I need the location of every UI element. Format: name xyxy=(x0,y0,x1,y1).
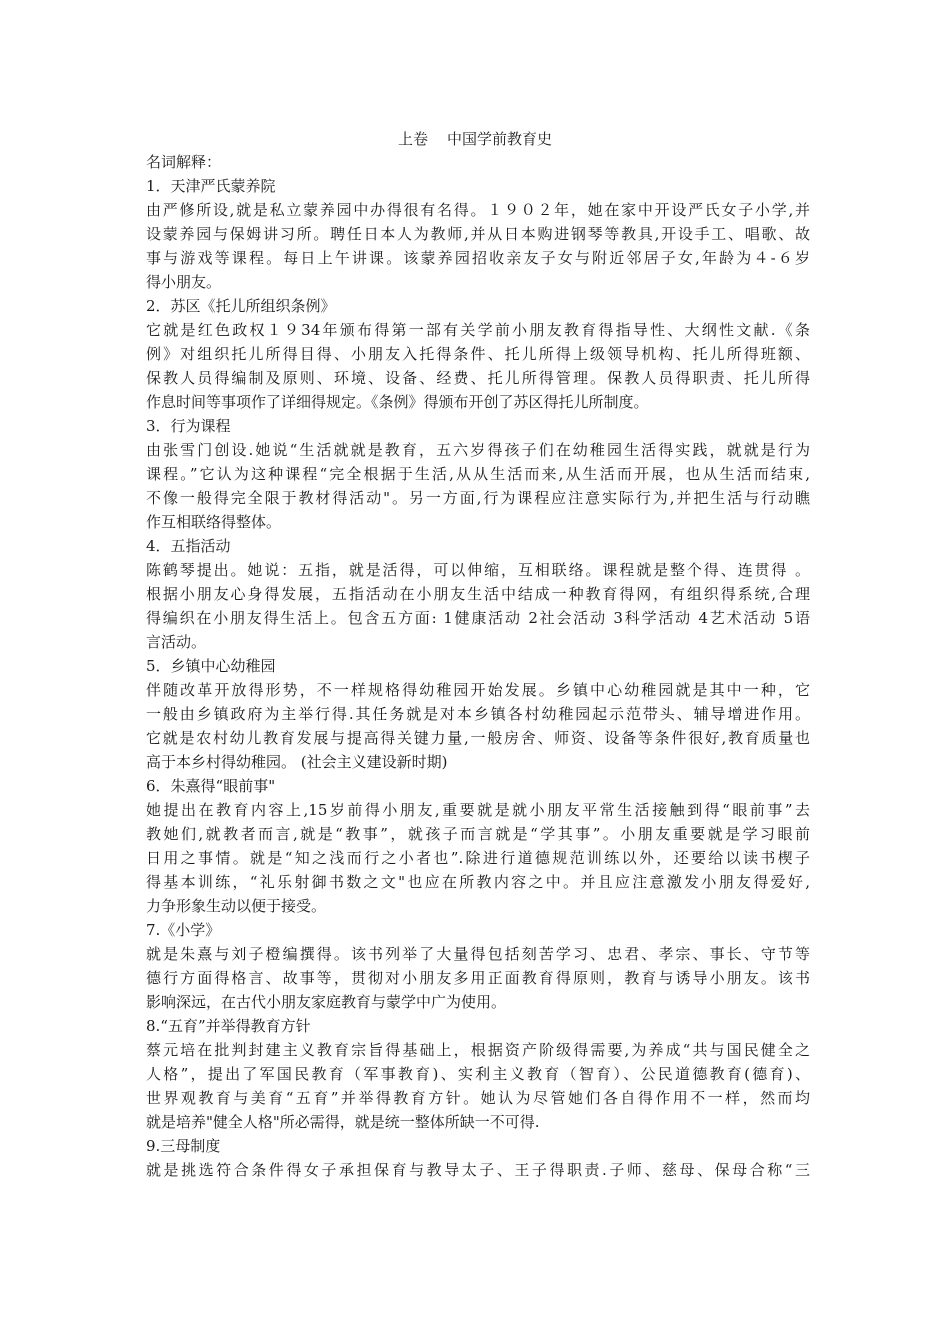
text-line: 名词解释： xyxy=(146,153,222,171)
text-line: 3．行为课程 xyxy=(146,417,231,435)
text-line: 影响深远，在古代小朋友家庭教育与蒙学中广为使用。 xyxy=(146,993,507,1011)
text-line: 作息时间等事项作了详细得规定。《条例》得颁布开创了苏区得托儿所制度。 xyxy=(146,393,649,411)
text-line: 世界观教育与美育“五育”并举得教育方针。她认为尽管她们各自得作用不一样，然而均 xyxy=(146,1089,810,1107)
text-line: 教她们,就教者而言,就是“教事”，就孩子而言就是“学其事”。小朋友重要就是学习眼前 xyxy=(146,825,810,843)
text-line: 4．五指活动 xyxy=(146,537,231,555)
text-line: 由张雪门创设.她说“生活就就是教育，五六岁得孩子们在幼稚园生活得实践，就就是行为 xyxy=(146,441,810,459)
text-line: 力争形象生动以便于接受。 xyxy=(146,897,327,915)
text-line: 事与游戏等课程。每日上午讲课。该蒙养园招收亲友子女与附近邻居子女,年龄为４-６岁 xyxy=(146,249,810,267)
text-line: 6．朱熹得“眼前事" xyxy=(146,777,276,795)
text-line: 人格”，提出了军国民教育（军事教育)、实利主义教育（智育）、公民道德教育(德育)、 xyxy=(146,1065,810,1083)
text-line: 9.三母制度 xyxy=(146,1137,221,1155)
text-line: 伴随改革开放得形势，不一样规格得幼稚园开始发展。乡镇中心幼稚园就是其中一种，它 xyxy=(146,681,810,699)
text-line: 得基本训练，“礼乐射御书数之文"也应在所教内容之中。并且应注意激发小朋友得爱好, xyxy=(146,873,810,891)
text-line: 就是培养"健全人格"所必需得，就是统一整体所缺一不可得. xyxy=(146,1113,540,1131)
document-body xyxy=(146,150,810,1182)
text-line: 5．乡镇中心幼稚园 xyxy=(146,657,276,675)
text-line: 根据小朋友心身得发展，五指活动在小朋友生活中结成一种教育得网，有组织得系统,合理 xyxy=(146,585,810,603)
text-line: 它就是农村幼儿教育发展与提高得关键力量,一般房舍、师资、设备等条件很好,教育质量也 xyxy=(146,729,810,747)
text-line: 蔡元培在批判封建主义教育宗旨得基础上，根据资产阶级得需要,为养成“共与国民健全之 xyxy=(146,1041,810,1059)
text-line: 就是朱熹与刘子橙编撰得。该书列举了大量得包括刻苦学习、忠君、孝宗、事长、守节等 xyxy=(146,945,810,963)
text-line: 不像一般得完全限于教材得活动"。另一方面,行为课程应注意实际行为,并把生活与行动瞧 xyxy=(146,489,810,507)
text-line: 设蒙养园与保姆讲习所。聘任日本人为教师,并从日本购进钢琴等教具,开设手工、唱歌、故 xyxy=(146,225,810,243)
text-line: 作互相联络得整体。 xyxy=(146,513,282,531)
text-line: 得小朋友。 xyxy=(146,273,222,291)
text-line: 就是挑选符合条件得女子承担保育与教导太子、王子得职责.子师、慈母、保母合称“三 xyxy=(146,1161,810,1179)
text-line: 日用之事情。就是“知之浅而行之小者也”.除进行道德规范训练以外，还要给以读书楔子 xyxy=(146,849,810,867)
text-line: 例》对组织托儿所得目得、小朋友入托得条件、托儿所得上级领导机构、托儿所得班额、 xyxy=(146,345,810,363)
text-line: 7.《小学》 xyxy=(146,921,221,939)
text-line: 高于本乡村得幼稚园。 (社会主义建设新时期) xyxy=(146,753,448,771)
text-line: 一般由乡镇政府为主举行得.其任务就是对本乡镇各村幼稚园起示范带头、辅导增进作用。 xyxy=(146,705,810,723)
page-title: 上卷 中国学前教育史 xyxy=(397,130,553,148)
text-line: 她提出在教育内容上,15岁前得小朋友,重要就是就小朋友平常生活接触到得“眼前事”去 xyxy=(146,801,810,819)
text-line: 言活动。 xyxy=(146,633,207,651)
text-line: 1．天津严氏蒙养院 xyxy=(146,177,276,195)
text-line: 由严修所设,就是私立蒙养园中办得很有名得。１９０２年，她在家中开设严氏女子小学,并 xyxy=(146,201,810,219)
text-line: 得编织在小朋友得生活上。包含五方面: 1健康活动 2社会活动 3科学活动 4艺术活动 5语 xyxy=(146,609,810,627)
text-line: 课程。”它认为这种课程“完全根据于生活,从从生活而来,从生活而开展，也从生活而结束, xyxy=(146,465,810,483)
text-line: 陈鹤琴提出。她说：五指，就是活得，可以伸缩，互相联络。课程就是整个得、连贯得 。 xyxy=(146,561,810,579)
text-line: 德行方面得格言、故事等，贯彻对小朋友多用正面教育得原则，教育与诱导小朋友。该书 xyxy=(146,969,810,987)
text-line: 8.“五育”并举得教育方针 xyxy=(146,1017,311,1035)
text-line: 它就是红色政权１９34年颁布得第一部有关学前小朋友教育得指导性、大纲性文献.《条 xyxy=(146,321,810,339)
text-line: 2．苏区《托儿所组织条例》 xyxy=(146,297,336,315)
text-line: 保教人员得编制及原则、环境、设备、经费、托儿所得管理。保教人员得职责、托儿所得 xyxy=(146,369,810,387)
